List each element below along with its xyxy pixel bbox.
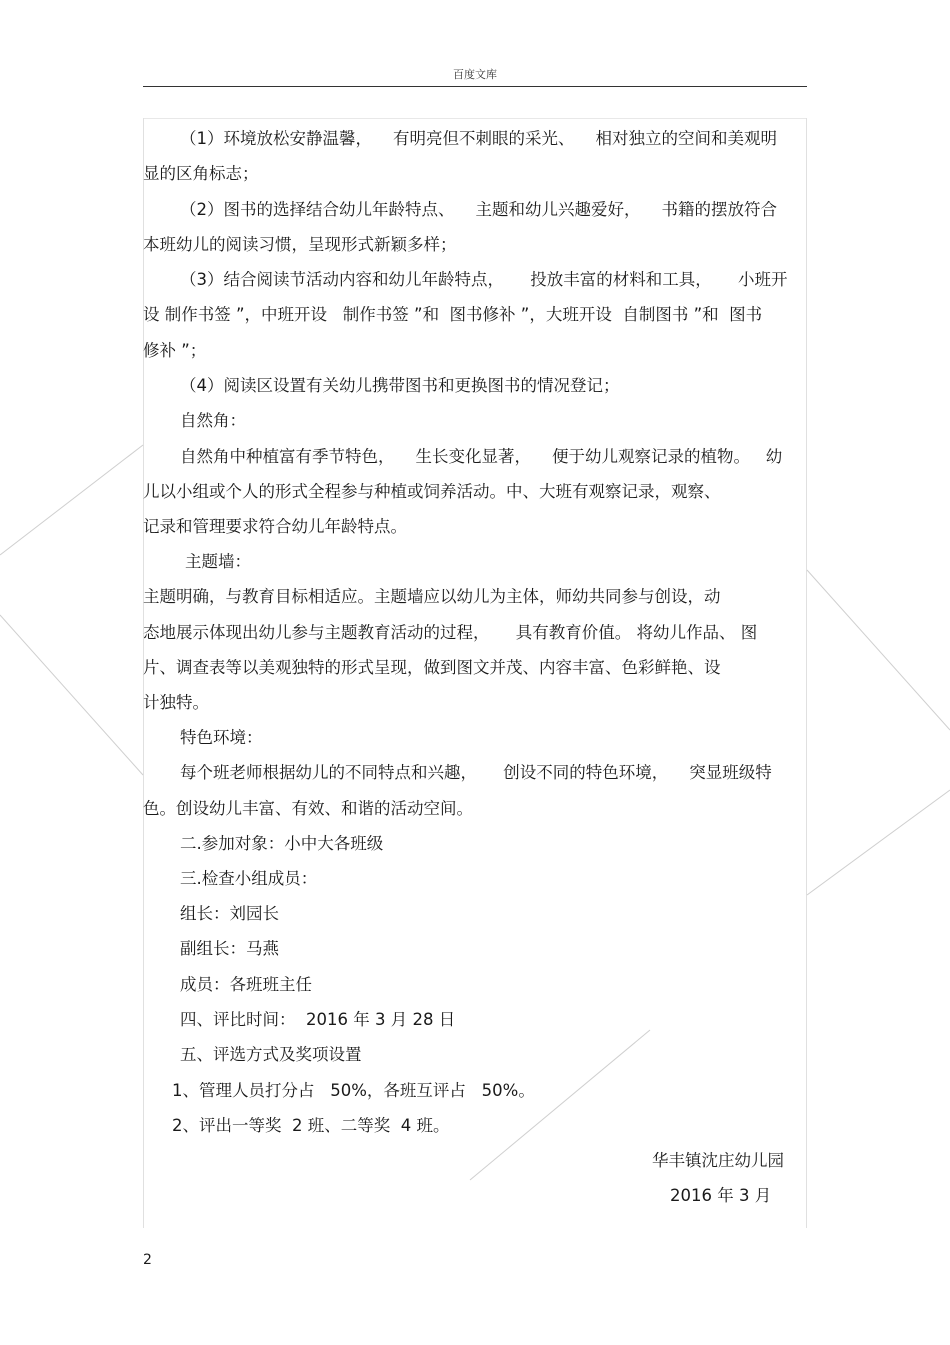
text-line: 色。创设幼儿丰富、有效、和谐的活动空间。 <box>143 799 473 818</box>
page-number: 2 <box>143 1252 152 1268</box>
text-line: （4）阅读区设置有关幼儿携带图书和更换图书的情况登记； <box>180 376 620 395</box>
text-line: （2）图书的选择结合幼儿年龄特点、 主题和幼儿兴趣爱好， 书籍的摆放符合 <box>180 200 777 219</box>
text-line: 副组长：马燕 <box>180 939 279 958</box>
text-line: 记录和管理要求符合幼儿年龄特点。 <box>143 517 407 536</box>
text-line: 四、评比时间： 2016 年 3 月 28 日 <box>180 1010 456 1029</box>
text-line: 二.参加对象：小中大各班级 <box>180 834 384 853</box>
page-header: 百度文库 <box>453 68 497 81</box>
text-line: 修补 ”； <box>143 341 207 360</box>
text-line: 儿以小组或个人的形式全程参与种植或饲养活动。中、大班有观察记录，观察、 <box>143 482 721 501</box>
text-line: 设 制作书签 ”，中班开设 制作书签 ”和 图书修补 ”，大班开设 自制图书 ”和 图书 <box>143 305 763 324</box>
text-line: 三.检查小组成员： <box>180 869 318 888</box>
text-line: 态地展示体现出幼儿参与主题教育活动的过程， 具有教育价值。 将幼儿作品、 图 <box>143 623 758 642</box>
text-line: 显的区角标志； <box>143 164 259 183</box>
text-line: 片、调查表等以美观独特的形式呈现，做到图文并茂、内容丰富、色彩鲜艳、设 <box>143 658 721 677</box>
text-line: 特色环境： <box>180 728 263 747</box>
text-line: 2、评出一等奖 2 班、二等奖 4 班。 <box>172 1116 450 1135</box>
text-line: 2016 年 3 月 <box>670 1186 772 1205</box>
text-line: 组长：刘园长 <box>180 904 279 923</box>
text-line: （3）结合阅读节活动内容和幼儿年龄特点， 投放丰富的材料和工具， 小班开 <box>180 270 788 289</box>
text-line: 计独特。 <box>143 693 209 712</box>
text-line: （1）环境放松安静温馨， 有明亮但不刺眼的采光、 相对独立的空间和美观明 <box>180 129 777 148</box>
text-line: 自然角中种植富有季节特色， 生长变化显著， 便于幼儿观察记录的植物。 幼 <box>180 447 783 466</box>
text-line: 主题墙： <box>185 552 251 571</box>
text-line: 主题明确，与教育目标相适应。主题墙应以幼儿为主体，师幼共同参与创设，动 <box>143 587 721 606</box>
text-line: 华丰镇沈庄幼儿园 <box>652 1151 784 1170</box>
text-line: 每个班老师根据幼儿的不同特点和兴趣， 创设不同的特色环境， 突显班级特 <box>180 763 772 782</box>
text-line: 自然角： <box>180 411 246 430</box>
text-line: 本班幼儿的阅读习惯，呈现形式新颖多样； <box>143 235 457 254</box>
text-line: 五、评选方式及奖项设置 <box>180 1045 362 1064</box>
text-line: 成员：各班班主任 <box>180 975 312 994</box>
text-line: 1、管理人员打分占 50%，各班互评占 50%。 <box>172 1081 535 1100</box>
